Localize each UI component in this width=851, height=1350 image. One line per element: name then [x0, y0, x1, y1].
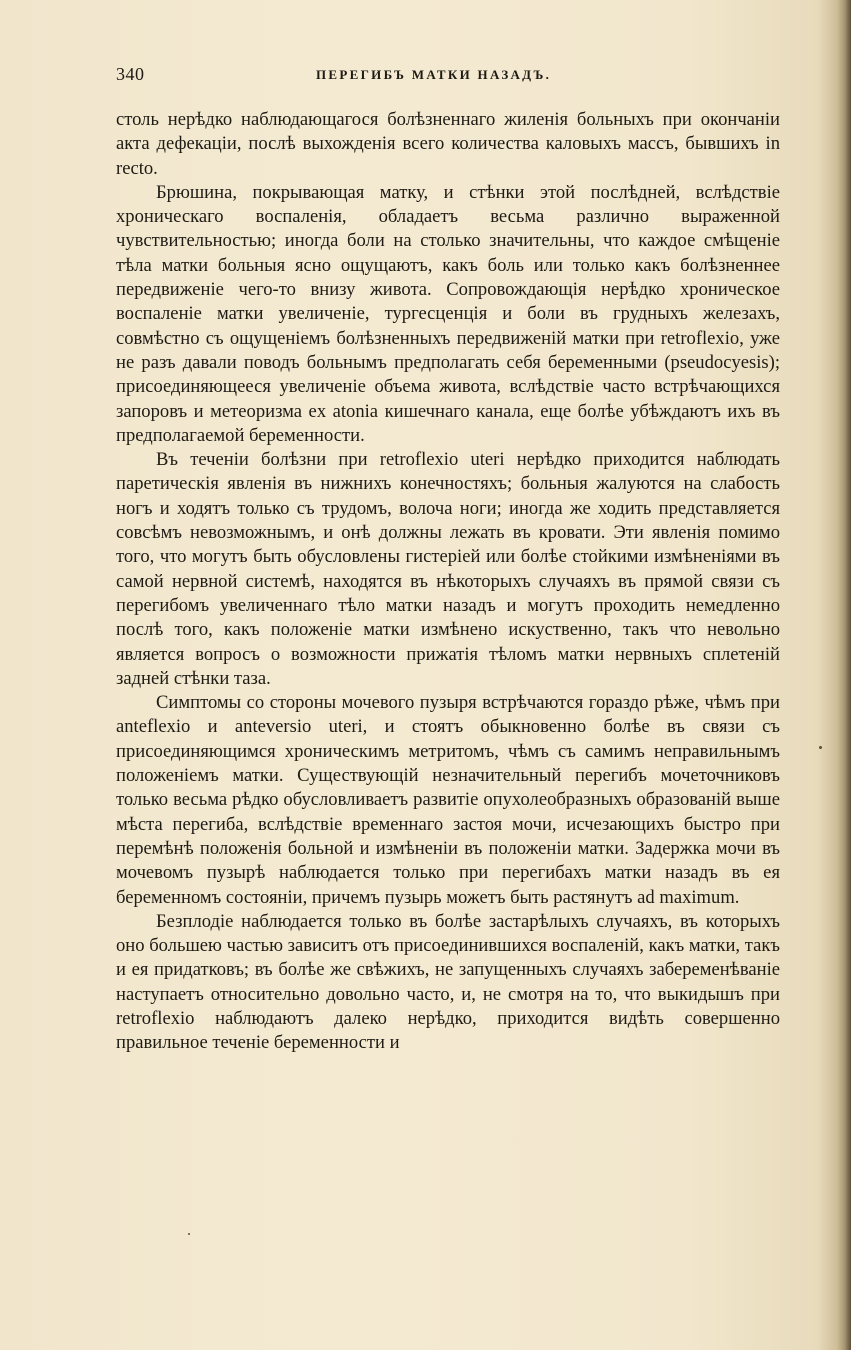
paragraph-3: Въ теченіи болѣзни при retroflexio uteri нерѣдко приходится наблюдать паретическія явленія въ нижнихъ конечностяхъ; больныя жалуются на слабость ногъ и ходятъ только съ трудомъ, волоча ноги; иногда же ходить представляется совсѣмъ невозможнымъ, и онѣ должны лежать въ кровати. Эти явленія помимо того, что могутъ быть обусловлены гистеріей или болѣе стойкими измѣненіями въ самой нервной системѣ, находятся въ нѣкоторыхъ случаяхъ въ прямой связи съ перегибомъ увеличеннаго тѣло матки назадъ и могутъ проходить немедленно послѣ того, какъ положеніе матки измѣнено искуственно, такъ что невольно является вопросъ о возможности прижатія тѣломъ матки нервныхъ сплетеній задней стѣнки таза. — [116, 449, 780, 689]
paragraph-2: Брюшина, покрывающая матку, и стѣнки этой послѣдней, вслѣдствіе хроническаго воспаленія, обладаетъ весьма различно выраженной чувствительностью; иногда боли на столько значительны, что каждое смѣщеніе тѣла матки больныя ясно ощущаютъ, какъ боль или только какъ болѣзненнее передвиженіе чего-то внизу живота. Сопровождающія нерѣдко хроническое воспаленіе матки увеличеніе, тургесценція и боли въ грудныхъ железахъ, совмѣстно съ ощущеніемъ болѣзненныхъ передвиженій матки при retroflexio, уже не разъ давали поводъ больнымъ предполагать себя беременными (pseudocyesis); присоединяющееся увеличеніе объема живота, вслѣдствіе часто встрѣчающихся запоровъ и метеоризма ex atonia кишечнаго канала, еще болѣе убѣждаютъ ихъ въ предполагаемой беременности. — [116, 181, 780, 446]
page-header — [116, 64, 780, 90]
body-text — [116, 108, 780, 1056]
paper-speck — [819, 746, 822, 749]
page-number: 340 — [116, 64, 145, 84]
paper-speck — [188, 1233, 190, 1235]
paragraph-1: столь нерѣдко наблюдающагося болѣзненнаго жиленія больныхъ при окончаніи акта дефекаціи, послѣ выхожденія всего количества каловыхъ массъ, бывшихъ in recto. — [116, 109, 780, 179]
running-title: ПЕРЕГИБЪ МАТКИ НАЗАДЪ. — [316, 67, 552, 82]
page-edge-shadow — [837, 0, 851, 1350]
paragraph-4: Симптомы со стороны мочевого пузыря встрѣчаются гораздо рѣже, чѣмъ при anteflexio и anteversio uteri, и стоятъ обыкновенно болѣе въ связи съ присоединяющимся хроническимъ метритомъ, чѣмъ съ самимъ неправильнымъ положеніемъ матки. Существующій незначительный перегибъ мочеточниковъ только весьма рѣдко обусловливаетъ развитіе опухолеобразныхъ образованій выше мѣста перегиба, вслѣдствіе временнаго застоя мочи, исчезающихъ быстро при перемѣнѣ положенія больной и измѣненіи въ положеніи матки. Задержка мочи въ мочевомъ пузырѣ наблюдается только при перегибахъ матки назадъ въ ея беременномъ состояніи, причемъ пузырь можетъ быть растянутъ ad maximum. — [116, 692, 780, 908]
paragraph-5: Безплодіе наблюдается только въ болѣе застарѣлыхъ случаяхъ, въ которыхъ оно большею частью зависитъ отъ присоединившихся воспаленій, какъ матки, такъ и ея придатковъ; въ болѣе же свѣжихъ, не запущенныхъ случаяхъ забеременѣваніе наступаетъ относительно довольно часто, и, не смотря на то, что выкидышъ при retroflexio наблюдаютъ далеко нерѣдко, приходится видѣть совершенно правильное теченіе беременности и — [116, 910, 780, 1054]
